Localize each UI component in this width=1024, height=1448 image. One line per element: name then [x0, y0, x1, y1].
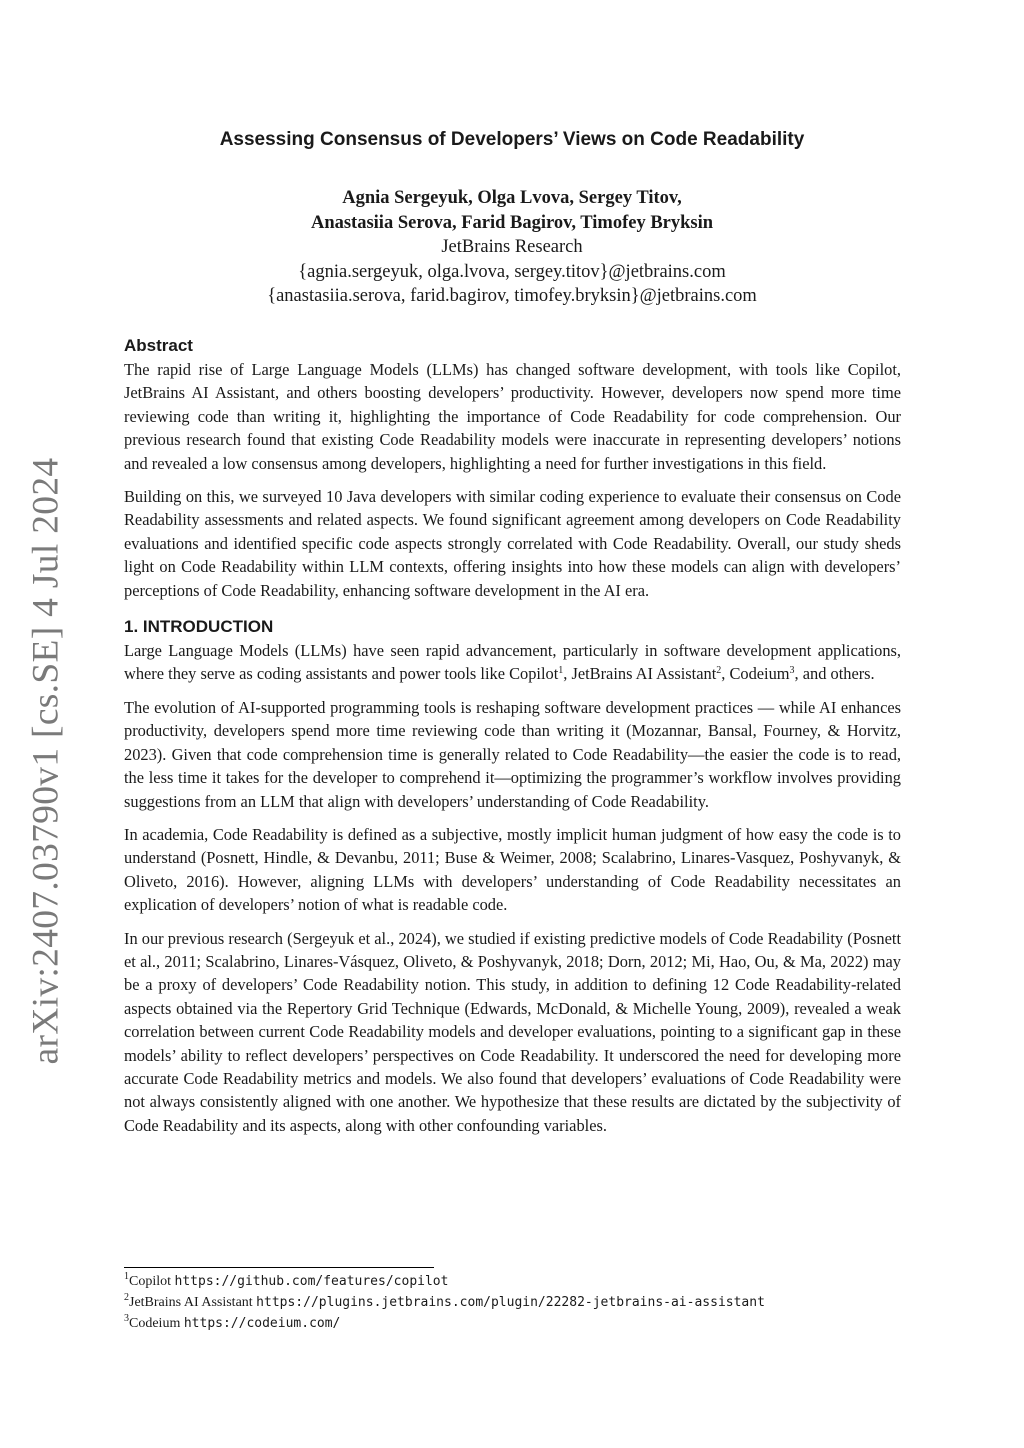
footnote-mark: 2 [124, 1292, 129, 1303]
abstract-heading: Abstract [124, 336, 193, 355]
author-names-line-1: Agnia Sergeyuk, Olga Lvova, Sergey Titov, [342, 188, 682, 208]
footnote-2 [124, 1292, 924, 1313]
author-names-line-2: Anastasiia Serova, Farid Bagirov, Timofey Bryksin [310, 212, 714, 233]
footnote-url-link[interactable]: https://codeium.com/ [183, 1316, 341, 1331]
introduction-paragraph-3: In academia, Code Readability is defined as a subjective, mostly implicit human judgment of how easy the code is to understand (Posnett, Hindle, & Devanbu, 2011; Buse & Weimer, 2008; Scalabrino, Linares-Vasquez, Poshyvanyk, & Oliveto, 2016). However, aligning LLMs with developers’ understanding of Code Readability necessitates an explication of developers’ notion of what is readable code. [124, 824, 901, 915]
intro-p1-text-c: , Codeium [721, 664, 790, 684]
footnote-1 [124, 1271, 924, 1292]
footnote-ref-1[interactable]: 1 [558, 665, 564, 677]
footnote-url-link[interactable]: https://github.com/features/copilot [174, 1274, 449, 1289]
footnotes [124, 1267, 924, 1334]
footnote-ref-3[interactable]: 3 [789, 665, 795, 677]
footnote-url-link[interactable]: https://plugins.jetbrains.com/plugin/22282-jetbrains-ai-assistant [256, 1295, 765, 1310]
footnote-ref-2[interactable]: 2 [716, 665, 722, 677]
footnote-label: Copilot [129, 1274, 172, 1289]
introduction-paragraph-1 [124, 639, 901, 686]
introduction-paragraph-4: In our previous research (Sergeyuk et al., 2024), we studied if existing predictive models of Code Readability (Posnett et al., 2011; Scalabrino, Linares-Vásquez, Oliveto, & Poshyvanyk, 2018; Dorn, 2012; Mi, Hao, Ou, & Ma, 2022) may be a proxy of developers’ Code Readability notion. This study, in addition to defining 12 Code Readability-related aspects obtained via the Repertory Grid Technique (Edwards, McDonald, & Michelle Young, 2009), revealed a weak correlation between current Code Readability models and developer evaluations, pointing to a significant gap in these models’ ability to reflect developers’ perspectives on Code Readability. It underscored the need for developing more accurate Code Readability metrics and models. We also found that developers’ evaluations of Code Readability were not always consistently aligned with one another. We hypothesize that these results are dictated by the subjectivity of Code Readability and its aspects, along with other confounding variables. [124, 928, 901, 1135]
footnote-rule [124, 1267, 434, 1268]
abstract-paragraph-2: Building on this, we surveyed 10 Java developers with similar coding experience to evaluate their consensus on Code Readability assessments and related aspects. We found significant agreement among developers on Code Readability evaluations and identified specific code aspects strongly correlated with Code Readability. Overall, our study sheds light on Code Readability within LLM contexts, offering insights into how these models can align with developers’ perceptions of Code Readability, enhancing software development in the AI era. [124, 487, 901, 600]
footnote-mark: 1 [124, 1271, 129, 1282]
footnote-mark: 3 [124, 1313, 129, 1324]
introduction-heading: 1. INTRODUCTION [124, 617, 274, 637]
introduction-paragraph-2: The evolution of AI-supported programming tools is reshaping software development practices — while AI enhances productivity, developers spend more time reviewing code than writing it (Mozannar, Bansal, Fourney, & Horvitz, 2023). Given that code comprehension time is generally related to Code Readability—the easier the code is to read, the less time it takes for the developer to comprehend it—optimizing the programmer’s workflow involves providing suggestions from an LLM that align with developers’ understanding of Code Readability. [124, 697, 901, 811]
intro-p1-text-b: , JetBrains AI Assistant [563, 664, 717, 684]
affiliation: JetBrains Research [441, 237, 583, 257]
arxiv-sidebar [20, 457, 72, 1064]
author-block [0, 186, 1024, 309]
footnote-label: Codeium [129, 1316, 181, 1331]
intro-p1-text-d: , and others. [794, 664, 875, 684]
paper-title: Assessing Consensus of Developers’ Views on Code Readability [219, 129, 805, 150]
email-line-2: {anastasiia.serova, farid.bagirov, timofey.bryksin}@jetbrains.com [267, 286, 757, 306]
footnote-label: JetBrains AI Assistant [129, 1295, 253, 1310]
email-line-1: {agnia.sergeyuk, olga.lvova, sergey.titov}@jetbrains.com [298, 261, 726, 282]
arxiv-identifier: arXiv:2407.03790v1 [cs.SE] 4 Jul 2024 [25, 457, 67, 1064]
footnote-3 [124, 1313, 924, 1334]
main-content [124, 335, 901, 1147]
abstract-paragraph-1: The rapid rise of Large Language Models (LLMs) has changed software development, with tools like Copilot, JetBrains AI Assistant, and others boosting developers’ productivity. However, developers now spend more time reviewing code than writing it, highlighting the importance of Code Readability for code comprehension. Our previous research found that existing Code Readability models were inaccurate in representing developers’ notions and revealed a low consensus among developers, highlighting a need for further investigations in this field. [124, 360, 901, 473]
intro-p1-text-a: Large Language Models (LLMs) have seen rapid advancement, particularly in software development applications, where they serve as coding assistants and power tools like Copilot [124, 641, 901, 684]
